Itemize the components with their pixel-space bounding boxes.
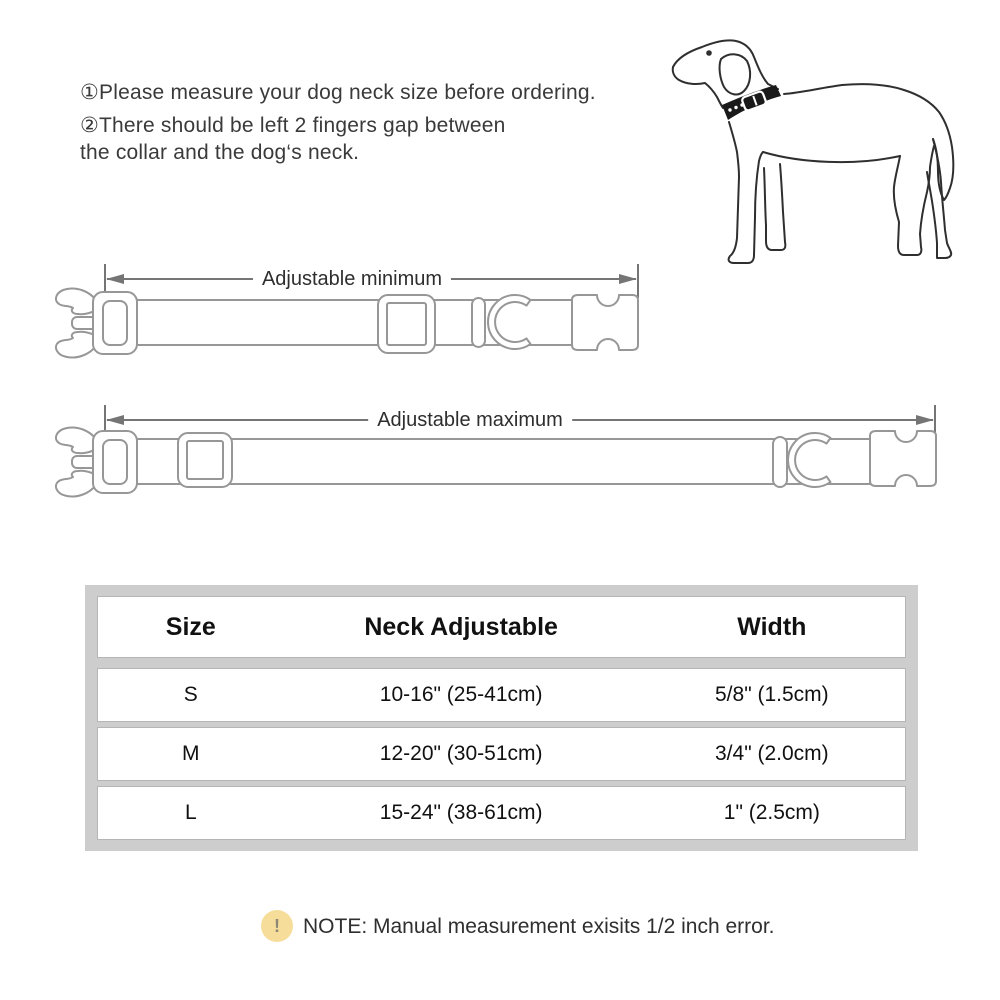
dog-belly-line bbox=[763, 152, 900, 162]
dog-chest-outline bbox=[729, 122, 739, 177]
table-row bbox=[97, 727, 906, 781]
cell-size: S bbox=[183, 683, 198, 706]
size-table-header-row bbox=[97, 596, 906, 658]
header-width: Width bbox=[737, 612, 807, 641]
strap-slider bbox=[378, 295, 435, 353]
cell-width: 1" (2.5cm) bbox=[723, 801, 820, 824]
dog-ear bbox=[720, 54, 751, 94]
buckle-male-end bbox=[56, 288, 137, 357]
cell-size: M bbox=[182, 742, 200, 765]
collar-strap bbox=[135, 439, 870, 484]
dog-illustration bbox=[650, 10, 990, 290]
buckle-female-end bbox=[870, 431, 936, 486]
buckle-female-end bbox=[572, 295, 638, 350]
dog-front-far-leg bbox=[764, 164, 785, 250]
size-table bbox=[85, 585, 918, 851]
cell-neck: 10-16" (25-41cm) bbox=[379, 683, 543, 706]
instruction-line-1: ①Please measure your dog neck size before ordering. bbox=[80, 81, 596, 104]
note-text: NOTE: Manual measurement exisits 1/2 inch error. bbox=[303, 915, 775, 938]
cell-neck: 12-20" (30-51cm) bbox=[379, 742, 543, 765]
strap-slider bbox=[178, 433, 232, 487]
cell-neck: 15-24" (38-61cm) bbox=[379, 801, 543, 824]
dog-muzzle-neck-outline bbox=[673, 67, 723, 108]
cell-width: 5/8" (1.5cm) bbox=[715, 683, 829, 706]
header-neck: Neck Adjustable bbox=[364, 612, 558, 641]
collar-strap bbox=[135, 300, 572, 345]
instruction-line-2: ②There should be left 2 fingers gap between bbox=[80, 114, 506, 137]
exclamation-icon: ! bbox=[261, 910, 293, 942]
dog-collar-buckle bbox=[741, 91, 766, 112]
instruction-line-3: the collar and the dog‘s neck. bbox=[80, 141, 360, 164]
table-row bbox=[97, 668, 906, 722]
header-size: Size bbox=[165, 612, 216, 641]
dog-front-near-leg bbox=[729, 152, 763, 263]
cell-size: L bbox=[184, 801, 197, 824]
adjustable-maximum-label: Adjustable maximum bbox=[368, 407, 572, 433]
table-row bbox=[97, 786, 906, 840]
strap-keeper bbox=[472, 298, 485, 347]
buckle-male-end bbox=[56, 427, 137, 496]
cell-width: 3/4" (2.0cm) bbox=[715, 742, 829, 765]
dog-rear-near-leg bbox=[894, 146, 934, 255]
dog-eye bbox=[706, 50, 712, 56]
adjustable-minimum-label: Adjustable minimum bbox=[253, 266, 451, 292]
strap-keeper bbox=[773, 437, 787, 487]
